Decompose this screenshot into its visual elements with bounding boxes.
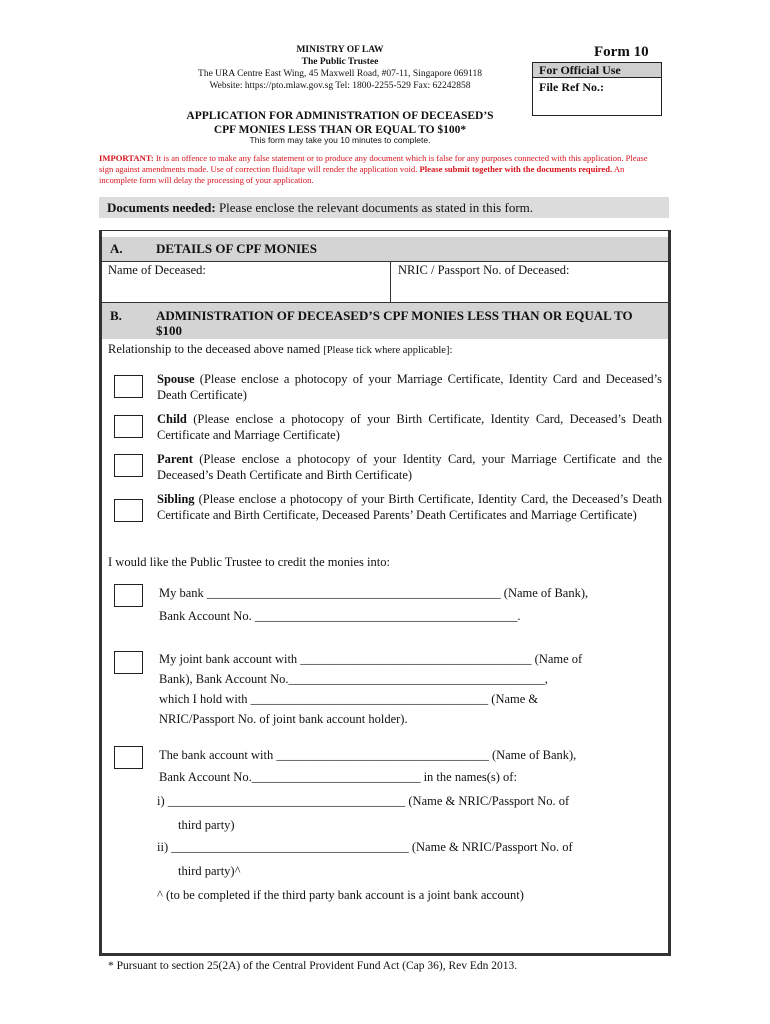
- official-use-box: [532, 62, 662, 116]
- documents-needed-bar: [99, 197, 669, 218]
- sibling-checkbox[interactable]: [114, 499, 143, 522]
- official-use-title: For Official Use: [533, 63, 661, 78]
- third-party-note: ^ (to be completed if the third party bank account is a joint bank account): [157, 888, 524, 902]
- sibling-text: (Please enclose a photocopy of your Birth Certificate, Identity Card, the Deceased’s Death Certificate and Birth Certificate, Deceased Parents’ Death Certificates and Marriage Certificate): [157, 492, 662, 522]
- section-b-header: [102, 303, 668, 339]
- third-line2[interactable]: Bank Account No.___________________________ in the names(s) of:: [159, 770, 517, 784]
- relationship-label: Relationship to the deceased above named: [108, 342, 324, 356]
- joint-line4: NRIC/Passport No. of joint bank account holder).: [159, 712, 408, 726]
- parent-text: (Please enclose a photocopy of your Identity Card, your Marriage Certificate and the Deceased’s Death Certificate and Birth Certificate): [157, 452, 662, 482]
- parent-label: Parent: [157, 452, 193, 466]
- important-end-text: An incomplete form will delay the processing of your application.: [99, 164, 625, 185]
- relationship-instruction: [Please tick where applicable]:: [323, 345, 453, 356]
- third-party-i-cont: third party): [178, 818, 235, 832]
- cell-divider: [390, 262, 391, 303]
- important-label: IMPORTANT:: [99, 153, 154, 163]
- footnote: * Pursuant to section 25(2A) of the Central Provident Fund Act (Cap 36), Rev Edn 2013.: [108, 960, 518, 972]
- deceased-details-row: [102, 261, 668, 303]
- form-title-line2: CPF MONIES LESS THAN OR EQUAL TO $100*: [213, 124, 467, 136]
- my-bank-line2[interactable]: Bank Account No. __________________________________________.: [159, 609, 521, 623]
- section-b-title: ADMINISTRATION OF DECEASED’S CPF MONIES LESS THAN OR EQUAL TO $100: [156, 308, 633, 338]
- joint-line1[interactable]: My joint bank account with _____________________________________ (Name of: [159, 652, 583, 666]
- child-option: [157, 411, 662, 443]
- ministry-header: [170, 44, 510, 92]
- important-bold-text: Please submit together with the documents required.: [419, 164, 613, 174]
- spouse-option: [157, 371, 662, 403]
- third-line1[interactable]: The bank account with __________________________________ (Name of Bank),: [159, 748, 577, 762]
- joint-line2[interactable]: Bank), Bank Account No._________________________________________,: [159, 672, 548, 686]
- documents-label: Documents needed:: [107, 200, 216, 215]
- sibling-option: [157, 491, 662, 523]
- time-note: This form may take you 10 minutes to complete.: [249, 135, 431, 145]
- important-text: It is an offence to make any false statement or to produce any document which is false for any purposes connected with this application. Please sign against amendments made. Use of correction fluid/tape will render the application void.: [99, 153, 648, 174]
- section-a-header: [102, 237, 668, 261]
- deceased-name-field[interactable]: Name of Deceased:: [108, 263, 206, 277]
- credit-intro: I would like the Public Trustee to credit the monies into:: [108, 555, 390, 569]
- important-notice: [99, 153, 659, 186]
- child-checkbox[interactable]: [114, 415, 143, 438]
- form-title-line1: APPLICATION FOR ADMINISTRATION OF DECEASED’S: [186, 110, 494, 122]
- spouse-checkbox[interactable]: [114, 375, 143, 398]
- section-b-letter: B.: [110, 308, 122, 323]
- trustee-name: The Public Trustee: [301, 57, 379, 67]
- ministry-contact: Website: https://pto.mlaw.gov.sg Tel: 1800-2255-529 Fax: 62242858: [209, 81, 471, 91]
- third-party-i[interactable]: i) ______________________________________ (Name & NRIC/Passport No. of: [157, 794, 570, 808]
- deceased-nric-field[interactable]: NRIC / Passport No. of Deceased:: [398, 263, 570, 277]
- form-title: [130, 109, 550, 137]
- third-party-ii[interactable]: ii) ______________________________________ (Name & NRIC/Passport No. of: [157, 840, 573, 854]
- section-a-title: DETAILS OF CPF MONIES: [156, 241, 317, 256]
- joint-line3[interactable]: which I hold with ______________________________________ (Name &: [159, 692, 539, 706]
- form-body: [99, 230, 671, 956]
- my-bank-line1[interactable]: My bank _______________________________________________ (Name of Bank),: [159, 586, 589, 600]
- my-bank-checkbox[interactable]: [114, 584, 143, 607]
- spouse-label: Spouse: [157, 372, 195, 386]
- child-label: Child: [157, 412, 187, 426]
- section-a-letter: A.: [110, 241, 123, 256]
- sibling-label: Sibling: [157, 492, 195, 506]
- joint-bank-checkbox[interactable]: [114, 651, 143, 674]
- ministry-address: The URA Centre East Wing, 45 Maxwell Road, #07-11, Singapore 069118: [198, 69, 482, 79]
- third-party-checkbox[interactable]: [114, 746, 143, 769]
- documents-text: Please enclose the relevant documents as stated in this form.: [215, 200, 534, 215]
- file-ref-label: File Ref No.:: [539, 80, 604, 94]
- parent-checkbox[interactable]: [114, 454, 143, 477]
- spouse-text: (Please enclose a photocopy of your Marriage Certificate, Identity Card and Deceased’s Death Certificate): [157, 372, 662, 402]
- parent-option: [157, 451, 662, 483]
- third-party-ii-cont: third party)^: [178, 864, 241, 878]
- relationship-prompt: [108, 341, 452, 359]
- form-number: Form 10: [594, 44, 649, 60]
- ministry-name: MINISTRY OF LAW: [296, 45, 384, 55]
- child-text: (Please enclose a photocopy of your Birth Certificate, Identity Card, Deceased’s Death Certificate and Marriage Certificate): [157, 412, 662, 442]
